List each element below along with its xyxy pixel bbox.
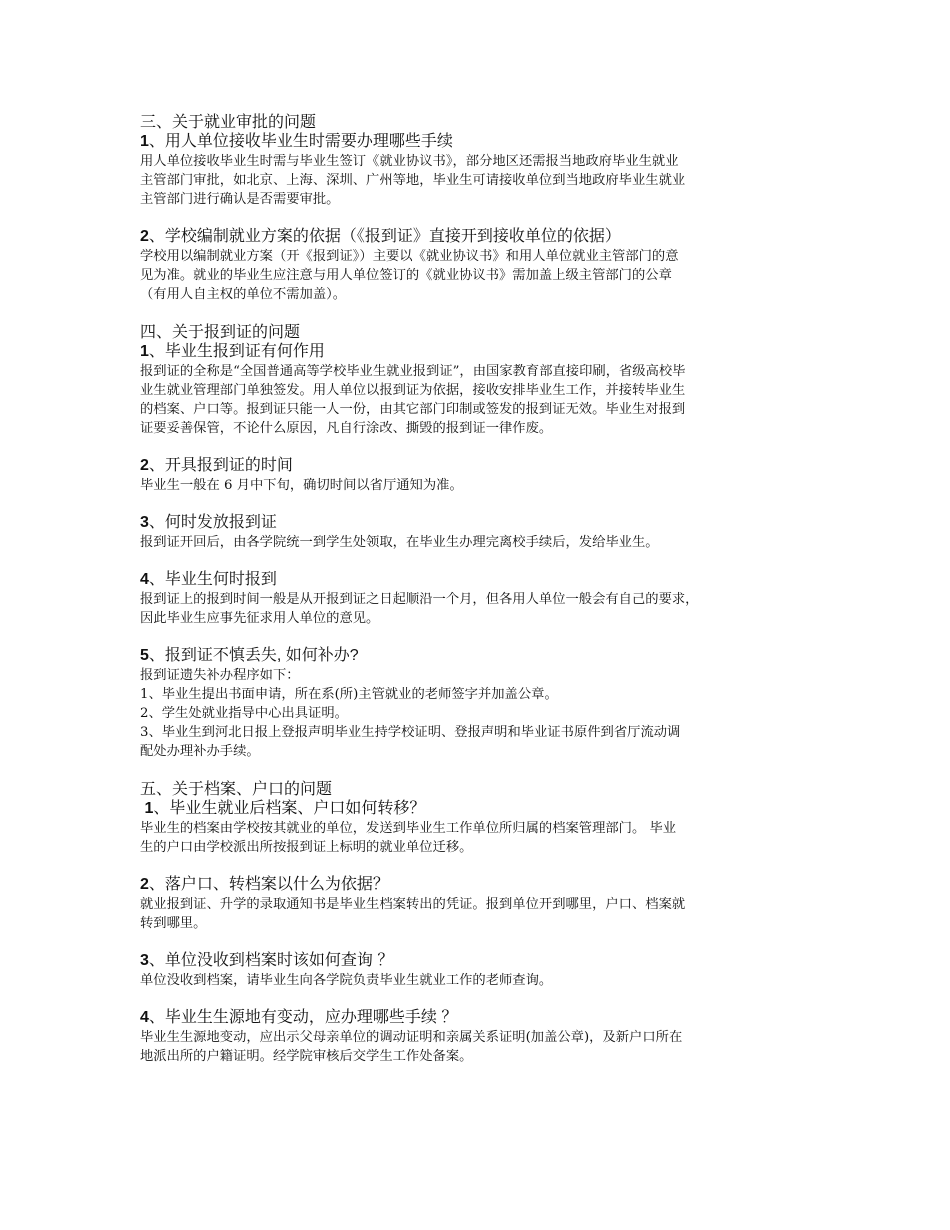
body-text: （有用人自主权的单位不需加盖）。: [140, 287, 347, 302]
question-title: [140, 570, 830, 590]
body-text: 证要妥善保管，不论什么原因，凡自行涂改、撕毁的报到证一律作废。: [140, 421, 553, 436]
document-body: [140, 112, 830, 1066]
body-text: 3、毕业生到河北日报上登报声明毕业生持学校证明、登报声明和毕业证书原件到省厅流动调: [140, 725, 681, 740]
body-text: 毕业生一般在 6 月中下旬，确切时间以省厅通知为准。: [140, 478, 463, 493]
question-title: [140, 646, 830, 666]
question-number: 3: [140, 952, 149, 969]
question-text: 、用人单位接收毕业生时需要办理哪些手续: [148, 133, 453, 150]
body-text: 转到哪里。: [140, 916, 207, 931]
question-number: 1: [144, 800, 154, 817]
question-title: [140, 799, 830, 819]
body-text: 因此毕业生应事先征求用人单位的意见。: [140, 611, 380, 626]
question-text: 、毕业生生源地有变动，应办理哪些手续 ？: [148, 1009, 458, 1026]
question-number: 4: [140, 1009, 149, 1026]
question-text: 、毕业生何时报到: [148, 571, 277, 588]
question-text: 、何时发放报到证: [148, 514, 277, 531]
body-text: 见为准。就业的毕业生应注意与用人单位签订的《就业协议书》需加盖上级主管部门的公章: [140, 268, 672, 283]
section-title-report-certificate: 四、关于报到证的问题: [140, 322, 301, 341]
body-text: 用人单位接收毕业生时需与毕业生签订《就业协议书》，部分地区还需报当地政府毕业生就业: [140, 154, 679, 169]
body-text: 单位没收到档案，请毕业生向各学院负责毕业生就业工作的老师查询。: [140, 973, 553, 988]
body-text: 报到证开回后，由各学院统一到学生处领取，在毕业生办理完离校手续后，发给毕业生。: [140, 535, 659, 550]
body-text: 主管部门审批，如北京、上海、深圳、广州等地，毕业生可请接收单位到当地政府毕业生就业: [140, 173, 686, 188]
question-number: 4: [140, 571, 149, 588]
question-title: [140, 132, 830, 152]
body-text: 毕业生生源地变动，应出示父母亲单位的调动证明和亲属关系证明(加盖公章)，及新户口所在: [140, 1030, 683, 1045]
question-number: 3: [140, 514, 149, 531]
question-text: 、报到证不慎丢失, 如何补办?: [148, 647, 359, 664]
question-text: 、毕业生报到证有何作用: [148, 343, 325, 360]
question-title: [140, 1008, 830, 1028]
body-text: 学校用以编制就业方案（开《报到证》）主要以《就业协议书》和用人单位就业主管部门的意: [140, 249, 679, 264]
body-text: 生的户口由学校派出所按报到证上标明的就业单位迁移。: [140, 840, 473, 855]
body-text: 2、学生处就业指导中心出具证明。: [140, 706, 348, 721]
body-text: 的档案、户口等。报到证只能一人一份，由其它部门印制或签发的报到证无效。毕业生对报到: [140, 402, 686, 417]
body-text: 报到证上的报到时间一般是从开报到证之日起顺沿一个月，但各用人单位一般会有自己的要求，: [140, 592, 699, 607]
question-title: [140, 227, 830, 247]
body-text: 报到证的全称是“全国普通高等学校毕业生就业报到证”，由国家教育部直接印刷，省级高校毕: [140, 364, 686, 379]
section-title-archives-residence: 五、关于档案、户口的问题: [140, 779, 333, 798]
question-title: [140, 513, 830, 533]
body-text: 报到证遗失补办程序如下：: [140, 668, 300, 683]
body-text: 毕业生的档案由学校按其就业的单位，发送到毕业生工作单位所归属的档案管理部门。 毕业: [140, 821, 677, 836]
body-text: 配处办理补办手续。: [140, 744, 260, 759]
body-text: 1、毕业生提出书面申请，所在系(所)主管就业的老师签字并加盖公章。: [140, 687, 558, 702]
question-number: 5: [140, 647, 149, 664]
body-text: 就业报到证、升学的录取通知书是毕业生档案转出的凭证。报到单位开到哪里，户口、档案就: [140, 897, 686, 912]
question-text: 、单位没收到档案时该如何查询 ？: [148, 952, 394, 969]
question-text: 、开具报到证的时间: [148, 457, 293, 474]
body-text: 业生就业管理部门单独签发。用人单位以报到证为依据，接收安排毕业生工作，并接转毕业生: [140, 383, 686, 398]
question-title: [140, 951, 830, 971]
question-number: 1: [140, 343, 149, 360]
question-text: 、学校编制就业方案的依据（《报到证》直接开到接收单位的依据）: [148, 228, 621, 245]
body-text: 主管部门进行确认是否需要审批。: [140, 192, 340, 207]
question-text: 、落户口、转档案以什么为依据？: [148, 876, 389, 893]
question-text: 、毕业生就业后档案、户口如何转移？: [153, 800, 426, 817]
question-number: 2: [140, 457, 149, 474]
question-number: 2: [140, 228, 149, 245]
body-text: 地派出所的户籍证明。经学院审核后交学生工作处备案。: [140, 1049, 473, 1064]
question-title: [140, 342, 830, 362]
question-number: 2: [140, 876, 149, 893]
question-title: [140, 875, 830, 895]
question-title: [140, 456, 830, 476]
question-number: 1: [140, 133, 149, 150]
section-title-employment-approval: 三、关于就业审批的问题: [140, 112, 317, 131]
